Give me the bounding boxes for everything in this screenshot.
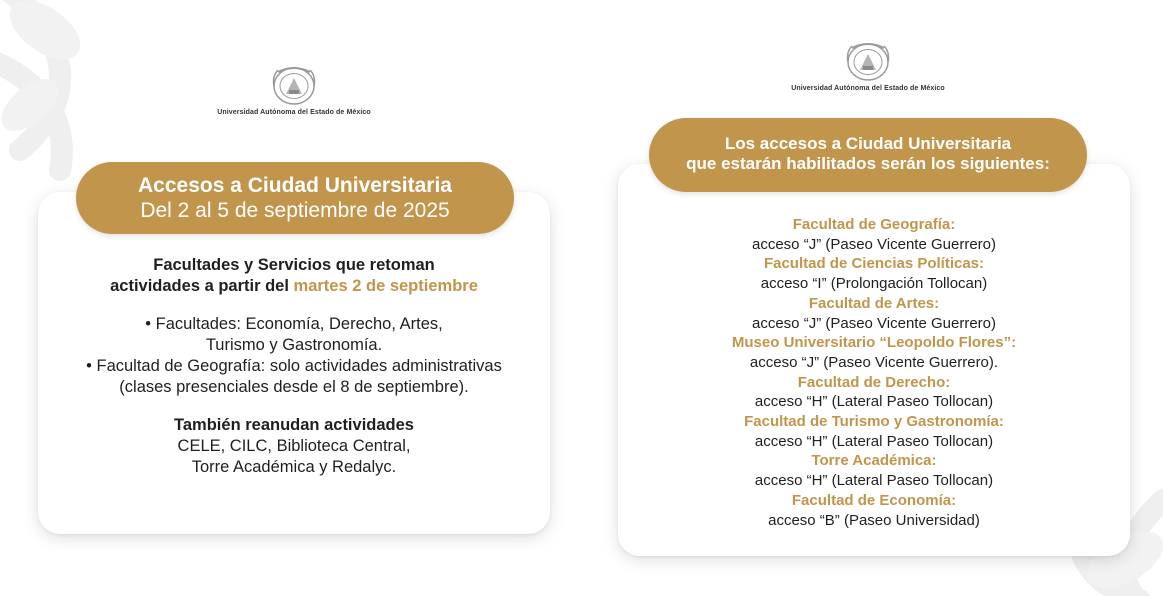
access-gate: acceso “I” (Prolongación Tollocan) [760, 275, 988, 293]
university-seal-icon [272, 66, 316, 106]
resume-heading [38, 255, 550, 297]
access-gate: acceso “H” (Lateral Paseo Tollocan) [754, 432, 994, 450]
faculty-name: Facultad de Economía: [791, 491, 957, 509]
access-gate: acceso “J” (Paseo Vicente Guerrero). [749, 353, 999, 371]
also-resume-line: CELE, CILC, Biblioteca Central, [177, 437, 411, 455]
faculty-name: Facultad de Ciencias Políticas: [763, 255, 985, 273]
also-resume-line: Torre Académica y Redalyc. [191, 458, 397, 476]
faculty-name: Facultad de Artes: [808, 294, 940, 312]
access-gate: acceso “H” (Lateral Paseo Tollocan) [754, 393, 994, 411]
left-pill-subtitle: Del 2 al 5 de septiembre de 2025 [140, 199, 450, 222]
access-gate: acceso “J” (Paseo Vicente Guerrero) [752, 235, 996, 253]
bullet-list [38, 314, 550, 398]
bullet-line: Turismo y Gastronomía. [205, 336, 383, 354]
access-list [524, 215, 1163, 530]
left-card-content [38, 255, 550, 478]
bullet-line: • Facultades: Economía, Derecho, Artes, [145, 315, 443, 333]
university-logo-right [779, 42, 957, 92]
access-gate: acceso “B” (Paseo Universidad) [768, 511, 980, 529]
access-gate: acceso “J” (Paseo Vicente Guerrero) [752, 314, 996, 332]
university-seal-icon [846, 42, 890, 82]
right-pill-line1: Los accesos a Ciudad Universitaria [724, 134, 1012, 153]
right-title-pill [649, 118, 1087, 192]
faculty-name: Facultad de Derecho: [797, 373, 951, 391]
faculty-name: Museo Universitario “Leopoldo Flores”: [731, 334, 1017, 352]
bullet-line: • Facultad de Geografía: solo actividades administrativas [86, 357, 502, 375]
university-logo-left [206, 66, 382, 116]
left-pill-title: Accesos a Ciudad Universitaria [138, 174, 452, 197]
resume-heading-line2: actividades a partir del martes 2 de septiembre [110, 277, 478, 295]
faculty-name: Facultad de Turismo y Gastronomía: [744, 413, 1004, 431]
faculty-name: Facultad de Geografía: [792, 216, 956, 233]
university-name: Universidad Autónoma del Estado de México [217, 109, 371, 116]
bullet-line: (clases presenciales desde el 8 de septiembre). [119, 378, 469, 396]
also-resume-heading: También reanudan actividades [174, 416, 414, 434]
university-name: Universidad Autónoma del Estado de México [791, 85, 945, 92]
right-pill-line2: que estarán habilitados serán los siguientes: [686, 154, 1050, 173]
faculty-name: Torre Académica: [811, 452, 937, 470]
left-title-pill [76, 162, 514, 234]
access-gate: acceso “H” (Lateral Paseo Tollocan) [754, 472, 994, 490]
resume-date-highlight: martes 2 de septiembre [293, 277, 478, 295]
resume-heading-line1: Facultades y Servicios que retoman [153, 256, 435, 274]
